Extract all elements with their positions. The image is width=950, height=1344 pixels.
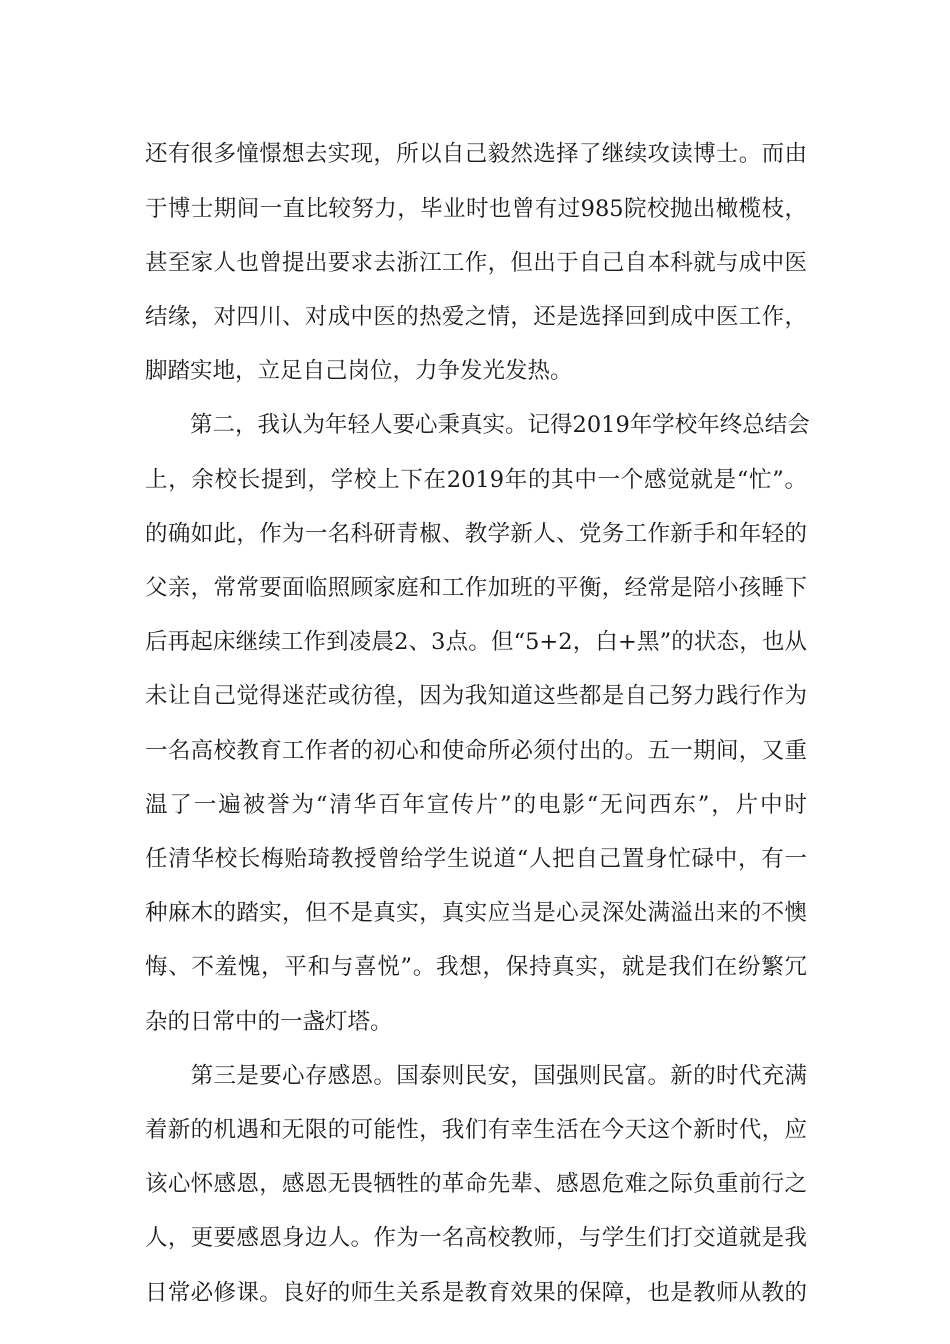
text-line: 未让自己觉得迷茫或彷徨，因为我知道这些都是自己努力践行作为 — [145, 683, 807, 709]
text-line: 上，余校长提到，学校上下在2019年的其中一个感觉就是“忙”。 — [145, 467, 807, 493]
text-line: 第二，我认为年轻人要心秉真实。记得2019年学校年终总结会 — [145, 412, 810, 438]
text-line: 第三是要心存感恩。国泰则民安，国强则民富。新的时代充满 — [145, 1063, 807, 1089]
text-line: 着新的机遇和无限的可能性，我们有幸生活在今天这个新时代，应 — [145, 1117, 807, 1143]
text-line: 结缘，对四川、对成中医的热爱之情，还是选择回到成中医工作， — [145, 304, 807, 330]
text-line: 一名高校教育工作者的初心和使命所必须付出的。五一期间，又重 — [145, 738, 807, 764]
text-line: 的确如此，作为一名科研青椒、教学新人、党务工作新手和年轻的 — [145, 521, 807, 547]
text-line: 还有很多憧憬想去实现，所以自己毅然选择了继续攻读博士。而由 — [145, 141, 807, 167]
text-line: 悔、不羞愧，平和与喜悦”。我想，保持真实，就是我们在纷繁冗 — [145, 954, 807, 980]
text-line: 脚踏实地，立足自己岗位，力争发光发热。 — [145, 358, 573, 384]
text-line: 杂的日常中的一盏灯塔。 — [145, 1009, 393, 1035]
text-line: 后再起床继续工作到凌晨2、3点。但“5+2，白+黑”的状态，也从 — [145, 629, 807, 655]
text-line: 甚至家人也曾提出要求去浙江工作，但出于自己自本科就与成中医 — [145, 250, 807, 276]
text-line: 于博士期间一直比较努力，毕业时也曾有过985院校抛出橄榄枝， — [145, 196, 807, 222]
text-line: 该心怀感恩，感恩无畏牺牲的革命先辈、感恩危难之际负重前行之 — [145, 1171, 807, 1197]
text-line: 种麻木的踏实，但不是真实，真实应当是心灵深处满溢出来的不懊 — [145, 900, 807, 926]
text-line: 父亲，常常要面临照顾家庭和工作加班的平衡，经常是陪小孩睡下 — [145, 575, 807, 601]
text-line: 人，更要感恩身边人。作为一名高校教师，与学生们打交道就是我 — [145, 1225, 807, 1251]
text-line: 温了一遍被誉为“清华百年宣传片”的电影“无问西东”，片中时 — [145, 792, 807, 818]
text-line: 任清华校长梅贻琦教授曾给学生说道“人把自己置身忙碌中，有一 — [145, 846, 807, 872]
text-line: 日常必修课。良好的师生关系是教育效果的保障，也是教师从教的 — [145, 1280, 807, 1306]
